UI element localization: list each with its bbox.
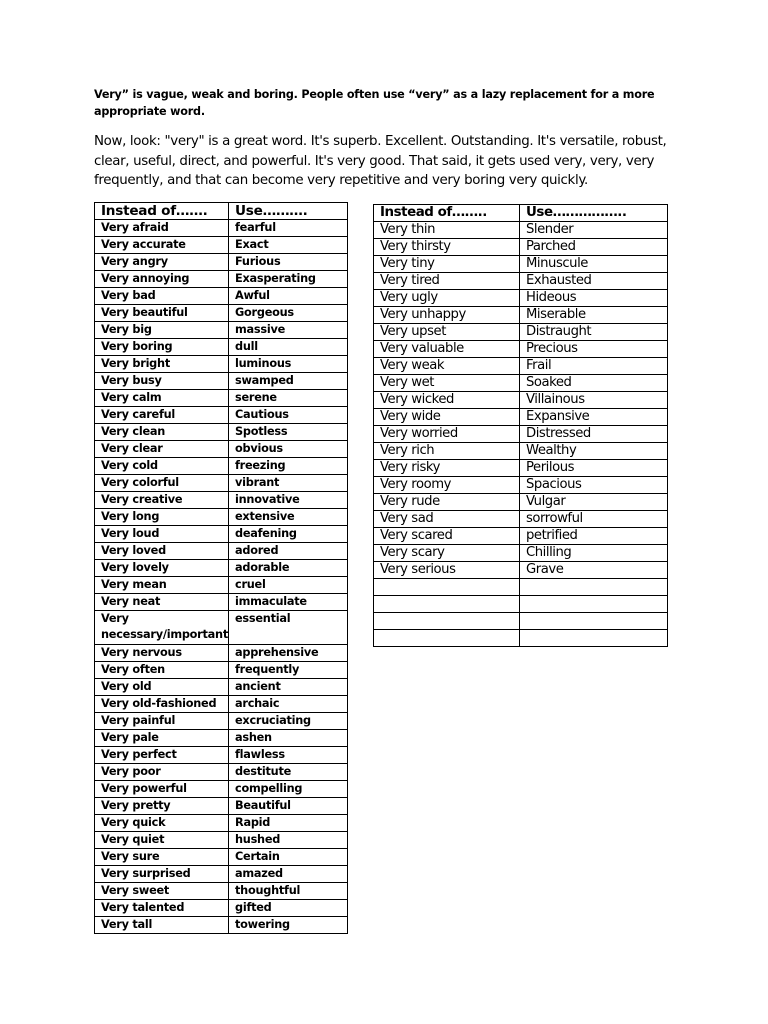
table-row <box>95 560 348 577</box>
table-row <box>95 254 348 271</box>
table-row <box>95 492 348 509</box>
phrase-cell: Very sad <box>374 511 520 528</box>
replacement-cell: Miserable <box>520 307 668 324</box>
table-row <box>374 358 668 375</box>
phrase-cell: Very upset <box>374 324 520 341</box>
table-row <box>374 443 668 460</box>
phrase-cell: Very clear <box>95 441 229 458</box>
header-use: Use…………….. <box>520 205 668 222</box>
phrase-cell: Very annoying <box>95 271 229 288</box>
phrase-cell: Very roomy <box>374 477 520 494</box>
phrase-cell: Very powerful <box>95 781 229 798</box>
replacement-cell: flawless <box>229 747 348 764</box>
table-row <box>95 611 348 645</box>
table-row <box>95 798 348 815</box>
phrase-cell: Very bright <box>95 356 229 373</box>
table-row <box>374 307 668 324</box>
phrase-cell: Very tiny <box>374 256 520 273</box>
replacement-cell: petrified <box>520 528 668 545</box>
table-row <box>374 392 668 409</box>
header-instead-of: Instead of…….. <box>374 205 520 222</box>
phrase-cell: Very accurate <box>95 237 229 254</box>
table-row <box>95 866 348 883</box>
replacement-cell: ashen <box>229 730 348 747</box>
replacement-cell: dull <box>229 339 348 356</box>
phrase-cell: Very serious <box>374 562 520 579</box>
phrase-cell: Very talented <box>95 900 229 917</box>
table-row <box>374 375 668 392</box>
phrase-cell: Very painful <box>95 713 229 730</box>
replacement-cell: Parched <box>520 239 668 256</box>
replacement-cell: Exhausted <box>520 273 668 290</box>
table-row <box>95 679 348 696</box>
phrase-cell: Very wet <box>374 375 520 392</box>
table-row <box>374 596 668 613</box>
phrase-cell: Very pretty <box>95 798 229 815</box>
phrase-cell <box>374 579 520 596</box>
replacement-cell: deafening <box>229 526 348 543</box>
table-row <box>374 341 668 358</box>
table-row <box>374 460 668 477</box>
phrase-cell: Very poor <box>95 764 229 781</box>
phrase-cell: Very boring <box>95 339 229 356</box>
replacement-cell <box>520 596 668 613</box>
phrase-cell: Very afraid <box>95 220 229 237</box>
replacement-cell: frequently <box>229 662 348 679</box>
table-row <box>95 781 348 798</box>
replacement-cell: cruel <box>229 577 348 594</box>
replacement-cell: Soaked <box>520 375 668 392</box>
table-row <box>95 441 348 458</box>
table-header-row <box>374 205 668 222</box>
phrase-cell: Very rude <box>374 494 520 511</box>
phrase-cell: Very cold <box>95 458 229 475</box>
phrase-cell: Very sure <box>95 849 229 866</box>
table-row <box>95 237 348 254</box>
replacement-cell <box>520 579 668 596</box>
replacement-cell: essential <box>229 611 348 645</box>
replacement-cell: Spotless <box>229 424 348 441</box>
table-row <box>374 494 668 511</box>
phrase-cell: Very creative <box>95 492 229 509</box>
table-row <box>95 883 348 900</box>
replacement-cell: Perilous <box>520 460 668 477</box>
replacement-cell: Precious <box>520 341 668 358</box>
table-row <box>374 562 668 579</box>
table-row <box>95 713 348 730</box>
table-row <box>95 373 348 390</box>
replacement-cell: serene <box>229 390 348 407</box>
phrase-cell: Very beautiful <box>95 305 229 322</box>
replacement-cell: Cautious <box>229 407 348 424</box>
phrase-cell: Very often <box>95 662 229 679</box>
replacement-cell: Hideous <box>520 290 668 307</box>
replacement-cell: Villainous <box>520 392 668 409</box>
phrase-cell <box>374 613 520 630</box>
table-row <box>95 917 348 934</box>
table-row <box>95 730 348 747</box>
table-row <box>95 288 348 305</box>
phrase-cell: Very clean <box>95 424 229 441</box>
phrase-cell: Very neat <box>95 594 229 611</box>
replacement-cell: excruciating <box>229 713 348 730</box>
replacement-cell: Wealthy <box>520 443 668 460</box>
phrase-cell: Very tired <box>374 273 520 290</box>
replacement-cell: gifted <box>229 900 348 917</box>
phrase-cell: Very perfect <box>95 747 229 764</box>
table-row <box>95 900 348 917</box>
replacement-cell: Chilling <box>520 545 668 562</box>
replacement-cell: amazed <box>229 866 348 883</box>
replacement-cell: adorable <box>229 560 348 577</box>
table-row <box>95 407 348 424</box>
table-row <box>374 324 668 341</box>
table-row <box>374 239 668 256</box>
replacement-cell: Exact <box>229 237 348 254</box>
phrase-cell: Very loud <box>95 526 229 543</box>
phrase-cell: Very long <box>95 509 229 526</box>
replacement-cell: hushed <box>229 832 348 849</box>
phrase-cell: Very calm <box>95 390 229 407</box>
table-row <box>374 409 668 426</box>
replacement-cell <box>520 630 668 647</box>
phrase-cell: Very thin <box>374 222 520 239</box>
intro-paragraph: Now, look: "very" is a great word. It's superb. Excellent. Outstanding. It's versatile, robust, clear, useful, direct, and powerful. It's very good. That said, it gets used very, very, very frequently, and that can become very repetitive and very boring very quickly. <box>94 134 667 188</box>
replacement-cell: Rapid <box>229 815 348 832</box>
table-row <box>95 815 348 832</box>
replacement-cell: Distraught <box>520 324 668 341</box>
header-instead-of: Instead of……. <box>95 203 229 220</box>
table-row <box>95 220 348 237</box>
replacement-cell: Minuscule <box>520 256 668 273</box>
phrase-cell: Very mean <box>95 577 229 594</box>
table-row <box>374 545 668 562</box>
phrase-cell: Very colorful <box>95 475 229 492</box>
replacement-cell: ancient <box>229 679 348 696</box>
phrase-cell: Very scared <box>374 528 520 545</box>
phrase-cell: Very old <box>95 679 229 696</box>
right-word-table <box>373 204 668 647</box>
table-row <box>95 390 348 407</box>
table-row <box>95 475 348 492</box>
replacement-cell: massive <box>229 322 348 339</box>
table-row <box>95 305 348 322</box>
table-row <box>95 356 348 373</box>
replacement-cell: Vulgar <box>520 494 668 511</box>
replacement-cell: apprehensive <box>229 645 348 662</box>
table-row <box>374 273 668 290</box>
phrase-cell: Very lovely <box>95 560 229 577</box>
replacement-cell: Frail <box>520 358 668 375</box>
replacement-cell: thoughtful <box>229 883 348 900</box>
table-row <box>95 594 348 611</box>
table-row <box>95 424 348 441</box>
replacement-cell: swamped <box>229 373 348 390</box>
phrase-cell: Very big <box>95 322 229 339</box>
table-row <box>374 613 668 630</box>
replacement-cell: Exasperating <box>229 271 348 288</box>
phrase-cell: Very wicked <box>374 392 520 409</box>
phrase-cell: Very quick <box>95 815 229 832</box>
replacement-cell: immaculate <box>229 594 348 611</box>
replacement-cell: luminous <box>229 356 348 373</box>
table-row <box>95 458 348 475</box>
table-row <box>95 747 348 764</box>
replacement-cell: extensive <box>229 509 348 526</box>
table-row <box>374 579 668 596</box>
phrase-cell: Very worried <box>374 426 520 443</box>
replacement-cell: freezing <box>229 458 348 475</box>
table-row <box>95 543 348 560</box>
table-row <box>95 645 348 662</box>
header-use: Use………. <box>229 203 348 220</box>
phrase-cell <box>374 596 520 613</box>
phrase-cell: Very sweet <box>95 883 229 900</box>
replacement-cell: adored <box>229 543 348 560</box>
table-row <box>95 696 348 713</box>
replacement-cell: Spacious <box>520 477 668 494</box>
phrase-cell: Very surprised <box>95 866 229 883</box>
replacement-cell: Gorgeous <box>229 305 348 322</box>
table-header-row <box>95 203 348 220</box>
table-row <box>374 290 668 307</box>
phrase-cell: Very angry <box>95 254 229 271</box>
replacement-cell: Distressed <box>520 426 668 443</box>
replacement-cell: sorrowful <box>520 511 668 528</box>
table-row <box>95 849 348 866</box>
table-row <box>95 577 348 594</box>
replacement-cell: archaic <box>229 696 348 713</box>
replacement-cell: Grave <box>520 562 668 579</box>
table-row <box>95 832 348 849</box>
replacement-cell: Beautiful <box>229 798 348 815</box>
replacement-cell: obvious <box>229 441 348 458</box>
replacement-cell: destitute <box>229 764 348 781</box>
phrase-cell <box>374 630 520 647</box>
phrase-cell: Very wide <box>374 409 520 426</box>
table-row <box>374 477 668 494</box>
phrase-cell: Very scary <box>374 545 520 562</box>
replacement-cell: vibrant <box>229 475 348 492</box>
phrase-cell: Very necessary/important <box>95 611 229 645</box>
replacement-cell: innovative <box>229 492 348 509</box>
phrase-cell: Very old-fashioned <box>95 696 229 713</box>
replacement-cell <box>520 613 668 630</box>
replacement-cell: Certain <box>229 849 348 866</box>
phrase-cell: Very busy <box>95 373 229 390</box>
table-row <box>95 339 348 356</box>
phrase-cell: Very weak <box>374 358 520 375</box>
phrase-cell: Very ugly <box>374 290 520 307</box>
replacement-cell: Expansive <box>520 409 668 426</box>
table-row <box>95 322 348 339</box>
replacement-cell: Furious <box>229 254 348 271</box>
table-row <box>374 426 668 443</box>
table-row <box>95 271 348 288</box>
phrase-cell: Very rich <box>374 443 520 460</box>
phrase-cell: Very nervous <box>95 645 229 662</box>
phrase-cell: Very risky <box>374 460 520 477</box>
table-row <box>374 511 668 528</box>
replacement-cell: fearful <box>229 220 348 237</box>
table-row <box>95 662 348 679</box>
replacement-cell: towering <box>229 917 348 934</box>
replacement-cell: Slender <box>520 222 668 239</box>
table-row <box>374 528 668 545</box>
table-row <box>374 256 668 273</box>
table-row <box>95 509 348 526</box>
phrase-cell: Very tall <box>95 917 229 934</box>
left-word-table <box>94 202 348 934</box>
phrase-cell: Very bad <box>95 288 229 305</box>
phrase-cell: Very loved <box>95 543 229 560</box>
phrase-cell: Very careful <box>95 407 229 424</box>
replacement-cell: Awful <box>229 288 348 305</box>
phrase-cell: Very quiet <box>95 832 229 849</box>
replacement-cell: compelling <box>229 781 348 798</box>
table-row <box>374 222 668 239</box>
intro-heading: Very” is vague, weak and boring. People often use “very” as a lazy replacement for a more appropriate word. <box>94 88 655 118</box>
phrase-cell: Very thirsty <box>374 239 520 256</box>
phrase-cell: Very valuable <box>374 341 520 358</box>
table-row <box>95 526 348 543</box>
phrase-cell: Very unhappy <box>374 307 520 324</box>
table-row <box>374 630 668 647</box>
table-row <box>95 764 348 781</box>
phrase-cell: Very pale <box>95 730 229 747</box>
